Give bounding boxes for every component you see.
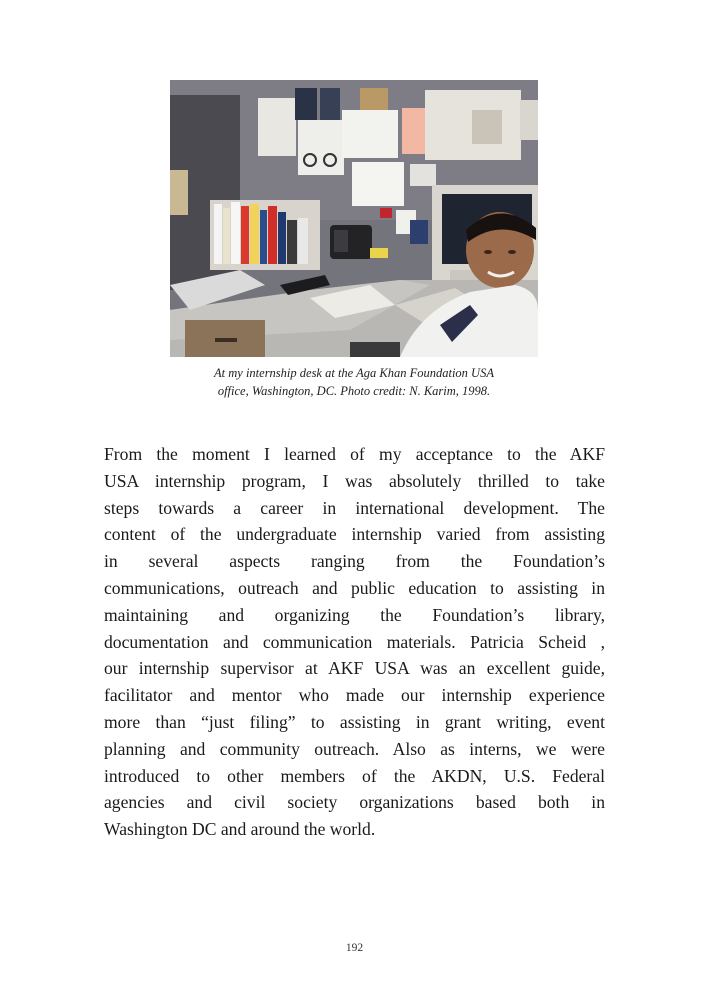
body-line: Washington DC and around the world. bbox=[104, 819, 376, 840]
caption-line-2: office, Washington, DC. Photo credit: N. Karim, 1998. bbox=[217, 384, 491, 398]
internship-desk-photo bbox=[170, 80, 538, 357]
body-line: documentation and communication materials. Patricia Scheid , bbox=[104, 631, 605, 652]
office-photo-icon bbox=[170, 80, 538, 357]
body-line: our internship supervisor at AKF USA was an excellent guide, bbox=[104, 658, 605, 679]
body-line: From the moment I learned of my acceptance to the AKF bbox=[104, 444, 605, 464]
body-line: in several aspects ranging from the Foundation’s bbox=[104, 551, 605, 572]
body-line: content of the undergraduate internship varied from assisting bbox=[104, 524, 605, 545]
body-paragraph bbox=[104, 441, 605, 843]
body-line: communications, outreach and public education to assisting in bbox=[104, 577, 605, 598]
photo-caption bbox=[150, 364, 558, 400]
caption-line-1: At my internship desk at the Aga Khan Foundation USA bbox=[214, 366, 494, 380]
body-line: planning and community outreach. Also as interns, we were bbox=[104, 738, 605, 759]
body-line: agencies and civil society organizations based both in bbox=[104, 792, 605, 813]
body-line: more than “just filing” to assisting in grant writing, event bbox=[104, 711, 605, 732]
page-number: 192 bbox=[345, 942, 364, 954]
body-line: USA internship program, I was absolutely thrilled to take bbox=[104, 470, 605, 491]
body-line: facilitator and mentor who made our internship experience bbox=[104, 685, 605, 706]
body-line: maintaining and organizing the Foundation’s library, bbox=[104, 604, 605, 625]
body-line: introduced to other members of the AKDN, U.S. Federal bbox=[104, 765, 605, 786]
body-line: steps towards a career in international development. The bbox=[104, 497, 605, 518]
